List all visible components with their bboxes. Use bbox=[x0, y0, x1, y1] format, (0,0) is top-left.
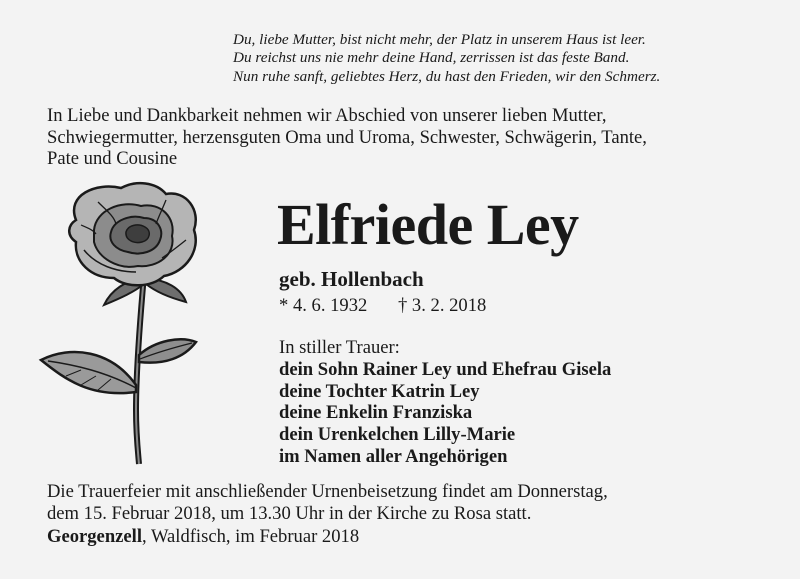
place-rest: , Waldfisch, im Februar 2018 bbox=[142, 526, 360, 547]
poem-line: Du reichst uns nie mehr deine Hand, zerrissen ist das feste Band. bbox=[233, 49, 630, 67]
intro-line: Pate und Cousine bbox=[47, 148, 178, 169]
deceased-name: Elfriede Ley bbox=[277, 192, 579, 257]
mourner-line: deine Tochter Katrin Ley bbox=[279, 380, 480, 402]
service-line: Die Trauerfeier mit anschließender Urnenbeisetzung findet am Donnerstag, bbox=[47, 481, 608, 502]
intro-line: In Liebe und Dankbarkeit nehmen wir Abschied von unserer lieben Mutter, bbox=[47, 105, 607, 126]
poem bbox=[233, 31, 660, 86]
poem-line: Du, liebe Mutter, bist nicht mehr, der Platz in unserem Haus ist leer. bbox=[233, 31, 646, 48]
mourners-block bbox=[279, 337, 611, 468]
mourner-line: dein Sohn Rainer Ley und Ehefrau Gisela bbox=[279, 358, 612, 380]
mourner-line: dein Urenkelchen Lilly-Marie bbox=[279, 424, 516, 446]
intro-line: Schwiegermutter, herzensguten Oma und Uroma, Schwester, Schwägerin, Tante, bbox=[47, 126, 647, 148]
maiden-name: geb. Hollenbach bbox=[279, 267, 424, 291]
mourner-line: im Namen aller Angehörigen bbox=[279, 445, 508, 467]
birth-date: * 4. 6. 1932 bbox=[279, 295, 368, 316]
rose-icon bbox=[36, 180, 222, 466]
death-date: † 3. 2. 2018 bbox=[397, 295, 487, 316]
mourner-line: deine Enkelin Franziska bbox=[279, 402, 473, 424]
intro-text bbox=[47, 105, 767, 170]
mourners-heading: In stiller Trauer: bbox=[279, 337, 400, 358]
funeral-service-info bbox=[47, 481, 608, 524]
life-dates bbox=[279, 295, 486, 317]
place-and-date bbox=[47, 526, 359, 548]
poem-line: Nun ruhe sanft, geliebtes Herz, du hast den Frieden, wir den Schmerz. bbox=[233, 67, 661, 85]
place-town: Georgenzell bbox=[47, 526, 142, 547]
service-line: dem 15. Februar 2018, um 13.30 Uhr in der Kirche zu Rosa statt. bbox=[47, 502, 532, 524]
